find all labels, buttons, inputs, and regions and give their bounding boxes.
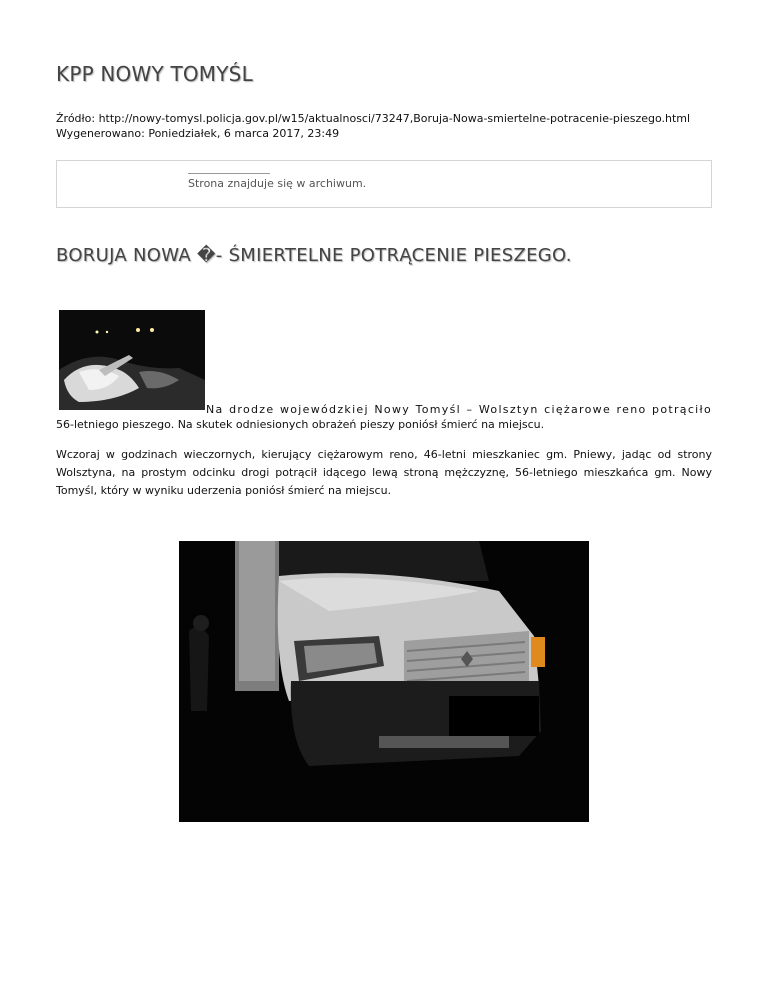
article-thumbnail xyxy=(59,310,205,410)
article-body: Wczoraj w godzinach wieczornych, kierujący ciężarowym reno, 46-letni mieszkaniec gm. Pniewy, jadąc od strony Wolsztyna, na prostym odcinku drogi potrącił idącego lewą stroną mężczyznę, 56-letniego mieszkańca gm. Nowy Tomyśl, który w wyniku uderzenia poniósł śmierć na miejscu. xyxy=(56,448,712,497)
lead-first-line: Na drodze wojewódzkiej Nowy Tomyśl – Wolsztyn ciężarowe reno potrąciło xyxy=(206,403,712,416)
site-title: KPP NOWY TOMYŚL xyxy=(56,62,253,86)
lead-rest: 56-letniego pieszego. Na skutek odniesionych obrażeń pieszy poniósł śmierć na miejscu. xyxy=(56,418,545,431)
archive-notice: Strona znajduje się w archiwum. xyxy=(188,177,367,190)
article-title: BORUJA NOWA �- ŚMIERTELNE POTRĄCENIE PIESZEGO. xyxy=(56,245,572,266)
archive-notice-box xyxy=(56,160,712,208)
source-url: Źródło: http://nowy-tomysl.policja.gov.pl/w15/aktualnosci/73247,Boruja-Nowa-smiertelne-potracenie-pieszego.html xyxy=(56,112,691,125)
archive-divider xyxy=(188,173,270,174)
document-meta xyxy=(56,111,690,141)
generated-date: Wygenerowano: Poniedziałek, 6 marca 2017, 23:49 xyxy=(56,127,340,140)
article-lead xyxy=(56,402,712,432)
article-photo xyxy=(179,541,589,822)
